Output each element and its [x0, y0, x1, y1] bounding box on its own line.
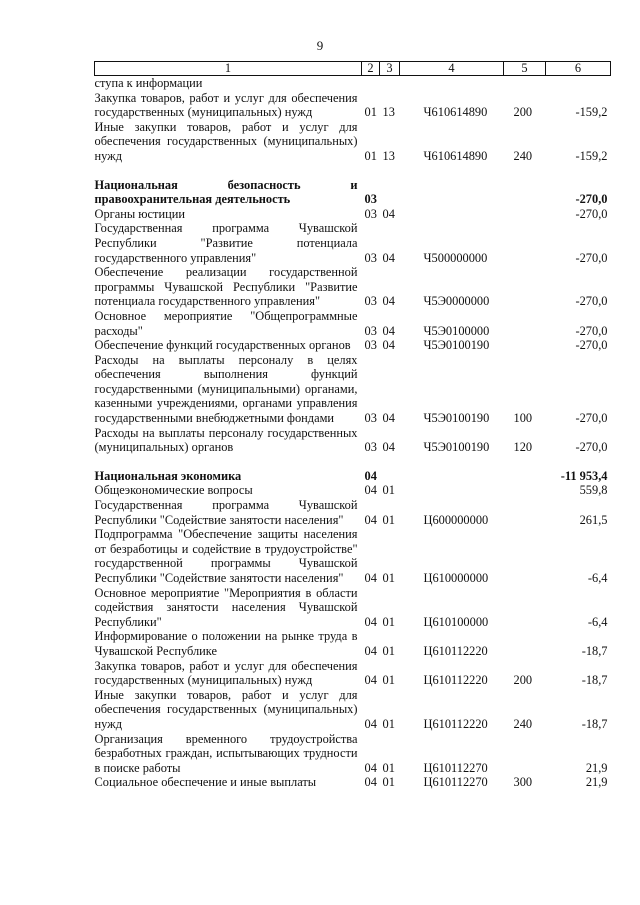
row-name: Информирование о положении на рынке труда в Чувашской Республике: [94, 629, 358, 658]
row-expense-type: 200: [513, 673, 533, 688]
row-expense-type: 120: [513, 440, 533, 455]
row-subsection: [380, 178, 400, 207]
row-subsection: 04: [382, 338, 395, 353]
row-subsection: 04: [382, 323, 395, 338]
row-target-article: Ч500000000: [423, 250, 488, 265]
row-expense-type: 240: [513, 716, 533, 731]
row-amount: -159,2: [575, 105, 608, 120]
table-row: [95, 586, 611, 630]
row-name: Общеэкономические вопросы: [94, 483, 253, 498]
row-amount: -270,0: [575, 323, 608, 338]
row-target-article: Ц610112270: [423, 775, 488, 790]
row-subsection: [380, 469, 400, 484]
row-section: 01: [364, 105, 377, 120]
table-body: [95, 76, 611, 790]
row-subsection: 04: [382, 411, 395, 426]
row-section: 03: [364, 206, 377, 221]
row-target-article: Ч610614890: [423, 148, 488, 163]
row-section: 04: [364, 614, 377, 629]
row-section: 04: [364, 512, 377, 527]
row-name: Подпрограмма "Обеспечение защиты населения от безработицы и содействие в трудоустройстве" государственной программы Чувашской Республики "Содействие занятости населения": [94, 527, 358, 585]
row-subsection: 04: [382, 294, 395, 309]
table-row: [95, 76, 611, 91]
spacer-cell: [95, 164, 611, 178]
table-row: [95, 469, 611, 484]
row-subsection: 01: [382, 512, 395, 527]
row-subsection: 13: [382, 105, 395, 120]
row-section: 04: [364, 760, 377, 775]
row-section: 04: [364, 468, 377, 483]
row-target-article: Ч5Э0100190: [423, 440, 490, 455]
header-col-6: 6: [546, 62, 611, 76]
row-amount: -6,4: [587, 571, 608, 585]
row-name: Основное мероприятие "Мероприятия в области содействия занятости населения Чувашской Республики": [94, 585, 358, 629]
row-subsection: 01: [382, 643, 395, 658]
row-amount: -270,0: [575, 294, 608, 309]
row-target-article: [400, 178, 504, 207]
table-row: [95, 120, 611, 164]
row-expense-type: [504, 207, 546, 222]
row-subsection: 01: [382, 614, 395, 629]
row-expense-type: [504, 469, 546, 484]
row-amount: 261,5: [579, 512, 608, 527]
budget-table: [94, 61, 611, 790]
row-expense-type: [504, 527, 546, 585]
row-name: Обеспечение реализации государственной программы Чувашской Республики "Развитие потенциала государственного управления": [94, 265, 358, 309]
row-expense-type: 100: [513, 411, 533, 426]
spacer-row: [95, 455, 611, 469]
row-amount: 21,9: [585, 760, 608, 775]
row-target-article: Ц610112270: [423, 760, 488, 775]
row-section: 04: [364, 716, 377, 731]
header-col-4: 4: [400, 62, 504, 76]
row-target-article: Ц610112220: [423, 716, 488, 731]
row-subsection: 13: [382, 148, 395, 163]
row-expense-type: [504, 76, 546, 91]
row-amount: -270,0: [575, 192, 608, 207]
header-row: [95, 62, 611, 76]
row-expense-type: 240: [513, 148, 533, 163]
row-section: 03: [364, 192, 377, 207]
row-section: 03: [364, 440, 377, 455]
table-row: [95, 353, 611, 426]
row-expense-type: [504, 586, 546, 630]
row-section: 04: [364, 775, 377, 790]
row-amount: 21,9: [585, 775, 608, 790]
table-row: [95, 265, 611, 309]
row-target-article: [400, 469, 504, 484]
table-row: [95, 207, 611, 222]
row-section: 04: [364, 483, 377, 498]
table-row: [95, 91, 611, 120]
table-row: [95, 659, 611, 688]
row-subsection: [380, 76, 400, 91]
row-amount: [546, 76, 611, 91]
table-header: [95, 62, 611, 76]
row-name: Закупка товаров, работ и услуг для обеспечения государственных (муниципальных) нужд: [94, 658, 358, 688]
spacer-row: [95, 164, 611, 178]
table-row: [95, 498, 611, 527]
row-expense-type: [504, 498, 546, 527]
row-amount: -270,0: [575, 338, 608, 353]
row-subsection: 01: [382, 775, 395, 790]
row-amount: -270,0: [575, 440, 608, 455]
row-amount: -270,0: [575, 411, 608, 426]
table-row: [95, 221, 611, 265]
row-section: 04: [364, 673, 377, 688]
row-name: Иные закупки товаров, работ и услуг для обеспечения государственных (муниципальных) нужд: [94, 119, 358, 163]
row-name: Национальная экономика: [94, 468, 242, 483]
row-target-article: [400, 76, 504, 91]
row-target-article: Ч5Э0100190: [423, 411, 490, 426]
row-expense-type: [504, 178, 546, 207]
row-section: 01: [364, 148, 377, 163]
row-subsection: 01: [382, 483, 395, 498]
row-name: Органы юстиции: [94, 206, 185, 221]
row-subsection: 04: [382, 206, 395, 221]
spacer-cell: [95, 455, 611, 469]
row-section: 04: [364, 643, 377, 658]
row-name: Расходы на выплаты персоналу государственных (муниципальных) органов: [94, 425, 358, 455]
row-expense-type: 200: [513, 105, 533, 120]
row-section: 03: [364, 294, 377, 309]
row-name: ступа к информации: [94, 76, 203, 90]
row-name: Социальное обеспечение и иные выплаты: [94, 775, 317, 790]
row-target-article: Ч5Э0100190: [423, 338, 490, 353]
row-target-article: Ц610112220: [423, 673, 488, 688]
row-expense-type: [504, 309, 546, 338]
row-section: 03: [364, 250, 377, 265]
table-row: [95, 483, 611, 498]
header-col-3: 3: [380, 62, 400, 76]
row-target-article: [400, 207, 504, 222]
row-section: 03: [364, 411, 377, 426]
row-expense-type: [504, 732, 546, 776]
header-col-5: 5: [504, 62, 546, 76]
row-target-article: Ц600000000: [423, 512, 489, 527]
row-subsection: 01: [382, 716, 395, 731]
row-amount: -270,0: [575, 250, 608, 265]
row-section: 04: [364, 571, 377, 585]
row-name: Обеспечение функций государственных органов: [94, 338, 351, 353]
row-section: [362, 76, 380, 91]
row-amount: -6,4: [587, 614, 608, 629]
row-subsection: 01: [382, 760, 395, 775]
row-amount: -159,2: [575, 148, 608, 163]
row-subsection: 01: [382, 673, 395, 688]
row-section: 03: [364, 338, 377, 353]
row-amount: -18,7: [581, 673, 608, 688]
row-amount: 559,8: [579, 483, 608, 498]
table-row: [95, 178, 611, 207]
table-row: [95, 309, 611, 338]
row-name: Национальная безопасность и правоохранительная деятельность: [94, 177, 358, 207]
table-row: [95, 338, 611, 353]
row-expense-type: [504, 483, 546, 498]
row-target-article: Ч5Э0100000: [423, 323, 490, 338]
row-subsection: 04: [382, 440, 395, 455]
row-target-article: [400, 483, 504, 498]
row-target-article: Ц610112220: [423, 643, 488, 658]
row-name: Иные закупки товаров, работ и услуг для обеспечения государственных (муниципальных) нужд: [94, 687, 358, 731]
table-row: [95, 629, 611, 658]
header-col-2: 2: [362, 62, 380, 76]
row-target-article: Ц610100000: [423, 614, 489, 629]
row-target-article: Ц610000000: [423, 571, 489, 585]
row-name: Расходы на выплаты персоналу в целях обеспечения выполнения функций государственными (муниципальными) органами, казенными учреждениями, органами управления государственными внебюджетными фондами: [94, 352, 358, 426]
row-subsection: 01: [382, 571, 395, 585]
row-name: Закупка товаров, работ и услуг для обеспечения государственных (муниципальных) нужд: [94, 90, 358, 120]
row-name: Государственная программа Чувашской Республики "Развитие потенциала государственного управления": [94, 221, 358, 265]
row-expense-type: [504, 265, 546, 309]
row-expense-type: 300: [513, 775, 533, 790]
row-target-article: Ч5Э0000000: [423, 294, 490, 309]
row-name: Государственная программа Чувашской Республики "Содействие занятости населения": [94, 498, 358, 527]
row-name: Организация временного трудоустройства безработных граждан, испытывающих трудности в поиске работы: [94, 731, 358, 775]
table-row: [95, 688, 611, 732]
row-name: Основное мероприятие "Общепрограммные расходы": [94, 308, 358, 338]
row-target-article: Ч610614890: [423, 105, 488, 120]
row-expense-type: [504, 629, 546, 658]
row-section: 03: [364, 323, 377, 338]
table-row: [95, 426, 611, 455]
table-row: [95, 527, 611, 585]
page-number: 9: [316, 38, 324, 53]
row-amount: -18,7: [581, 643, 608, 658]
row-amount: -18,7: [581, 716, 608, 731]
table-row: [95, 775, 611, 790]
table-row: [95, 732, 611, 776]
row-subsection: 04: [382, 250, 395, 265]
row-amount: -11 953,4: [560, 468, 608, 483]
row-expense-type: [504, 338, 546, 353]
row-amount: -270,0: [575, 206, 608, 221]
row-expense-type: [504, 221, 546, 265]
header-col-1: 1: [95, 62, 362, 76]
